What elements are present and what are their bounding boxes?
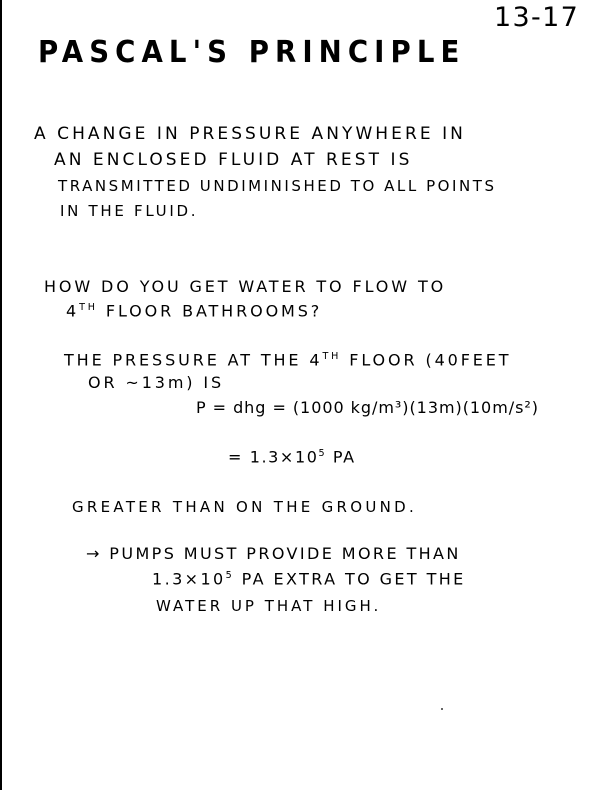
- principle-line-4: IN THE FLUID.: [60, 202, 199, 220]
- page-left-edge: [0, 0, 2, 790]
- note-line-3: WATER UP THAT HIGH.: [156, 597, 382, 615]
- answer-line-2: OR ~13m) IS: [88, 373, 225, 392]
- note-line-1: → PUMPS MUST PROVIDE MORE THAN: [86, 544, 461, 563]
- pressure-result-mantissa: = 1.3×10: [228, 447, 319, 467]
- question-floor-number: 4: [66, 301, 80, 321]
- note-line-2-text: PA EXTRA TO GET THE: [234, 569, 466, 589]
- note-line-2-mantissa: 1.3×10: [152, 569, 226, 589]
- question-line-2-text: FLOOR BATHROOMS?: [97, 301, 323, 321]
- pressure-result: [228, 449, 356, 465]
- principle-line-2: AN ENCLOSED FLUID AT REST IS: [54, 150, 413, 170]
- principle-line-3: TRANSMITTED UNDIMINISHED TO ALL POINTS: [58, 177, 497, 195]
- stray-mark: [441, 708, 443, 710]
- answer-floor-suffix: TH: [322, 351, 342, 362]
- pressure-equation: P = dhg = (1000 kg/m³)(13m)(10m/s²): [196, 398, 539, 417]
- question-line-2: [66, 303, 322, 319]
- comparison-line: GREATER THAN ON THE GROUND.: [72, 498, 418, 516]
- pressure-result-exponent: 5: [318, 448, 327, 459]
- note-line-2: [152, 571, 466, 587]
- note-line-2-exponent: 5: [225, 570, 235, 581]
- question-line-1: HOW DO YOU GET WATER TO FLOW TO: [44, 277, 447, 296]
- answer-line-1: [64, 352, 511, 368]
- answer-line-1-end: FLOOR (40FEET: [341, 350, 512, 370]
- answer-line-1-start: THE PRESSURE AT THE 4: [64, 350, 323, 370]
- principle-line-1: A CHANGE IN PRESSURE ANYWHERE IN: [34, 124, 466, 144]
- page-title: PASCAL'S PRINCIPLE: [38, 35, 466, 70]
- question-floor-suffix: TH: [79, 302, 98, 313]
- page-number: 13-17: [494, 2, 580, 33]
- pressure-result-unit: PA: [326, 447, 356, 467]
